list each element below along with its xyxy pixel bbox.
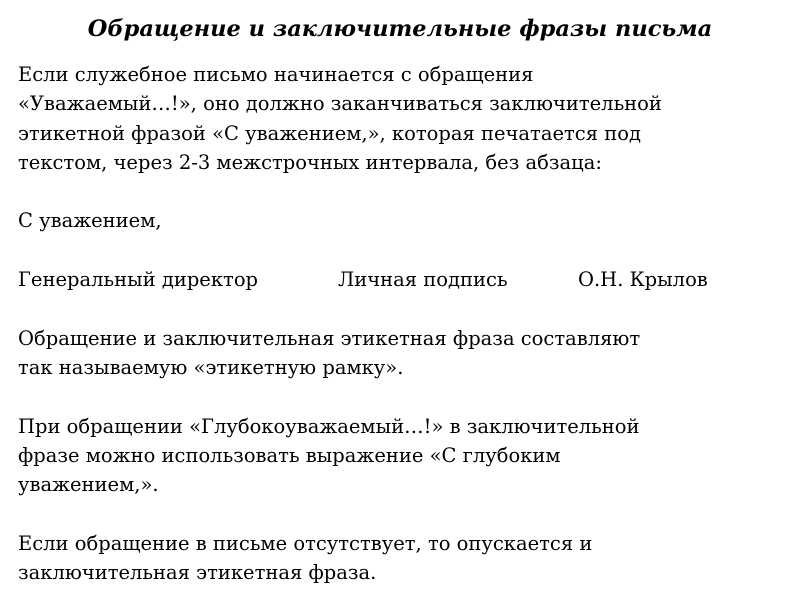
blank-line [18,294,794,323]
paragraph-etiquette-frame [18,324,794,383]
text-line: Если служебное письмо начинается с обращения [18,63,534,86]
paragraph-intro [18,60,794,177]
text-line: Обращение и заключительная этикетная фраза составляют [18,326,641,350]
text-line: текстом, через 2-3 межстрочных интервала, без абзаца: [18,150,602,174]
blank-line [18,236,794,265]
text-line: заключительная этикетная фраза. [18,561,377,585]
signature-block [18,265,794,294]
text-line: уважением,». [18,473,159,497]
blank-line [18,382,794,411]
blank-line [18,177,794,206]
text-line: При обращении «Глубокоуважаемый…!» в заключительной [18,414,640,438]
text-line: этикетной фразой «С уважением,», которая печатается под [18,121,641,145]
slide-content [18,60,794,587]
slide-title: Обращение и заключительные фразы письма [87,16,713,42]
text-line: «Уважаемый…!», оно должно заканчиваться заключительной [18,92,662,116]
signer-name: О.Н. Крылов [578,268,708,292]
text-line: фразе можно использовать выражение «С глубоким [18,443,561,467]
signer-signature: Личная подпись [338,268,508,292]
signer-position: Генеральный директор [18,268,259,292]
paragraph-no-address [18,529,794,588]
closing-phrase: С уважением, [18,209,162,233]
paragraph-deep-respect [18,412,794,500]
blank-line [18,499,794,528]
text-line: так называемую «этикетную рамку». [18,355,404,379]
text-line: Если обращение в письме отсутствует, то опускается и [18,531,593,555]
